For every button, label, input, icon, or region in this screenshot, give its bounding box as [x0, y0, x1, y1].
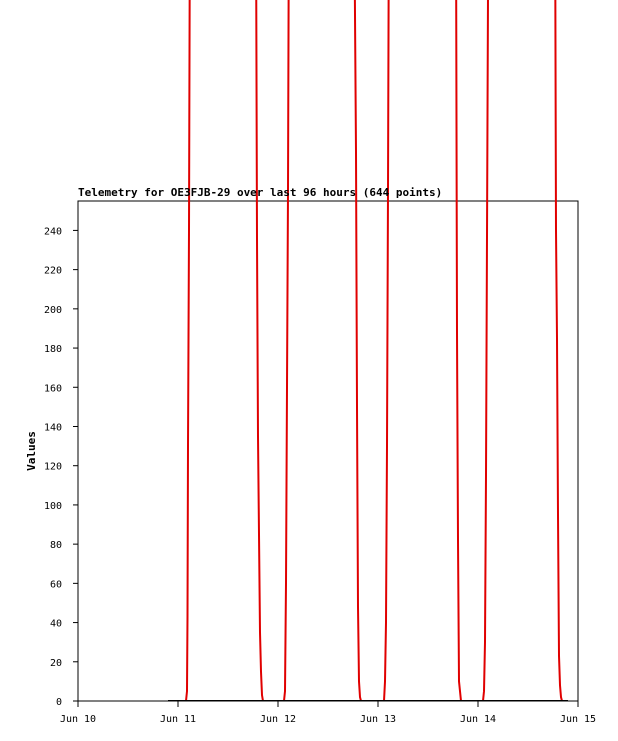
x-tick-label: Jun 13: [359, 714, 397, 725]
y-tick-label: 100: [43, 500, 62, 512]
y-tick-label: 200: [43, 304, 62, 316]
x-tick-label: Jun 15: [559, 714, 597, 725]
x-tick-label: Jun 11: [159, 714, 197, 725]
y-tick-label: 160: [43, 383, 62, 395]
series-line-red: [168, 0, 568, 701]
y-tick-label: 60: [49, 579, 62, 591]
y-axis: [44, 226, 78, 708]
y-tick-label: 20: [49, 657, 62, 669]
y-tick-label: 120: [43, 461, 62, 473]
y-tick-label: 0: [55, 697, 62, 708]
x-tick-label: Jun 14: [459, 714, 497, 725]
y-tick-label: 180: [43, 344, 62, 356]
x-axis: [60, 701, 596, 725]
y-tick-label: 80: [49, 540, 62, 552]
y-tick-label: 140: [43, 422, 62, 434]
y-tick-label: 240: [43, 226, 62, 238]
y-axis-label: Values: [25, 431, 38, 471]
series-layer: [168, 0, 568, 701]
plot-frame: [78, 201, 578, 701]
x-tick-label: Jun 12: [259, 714, 297, 725]
x-tick-label: Jun 10: [59, 714, 97, 725]
y-tick-label: 40: [49, 618, 62, 630]
y-tick-label: 220: [43, 265, 62, 277]
chart-title: Telemetry for OE3FJB-29 over last 96 hours (644 points): [78, 186, 443, 199]
